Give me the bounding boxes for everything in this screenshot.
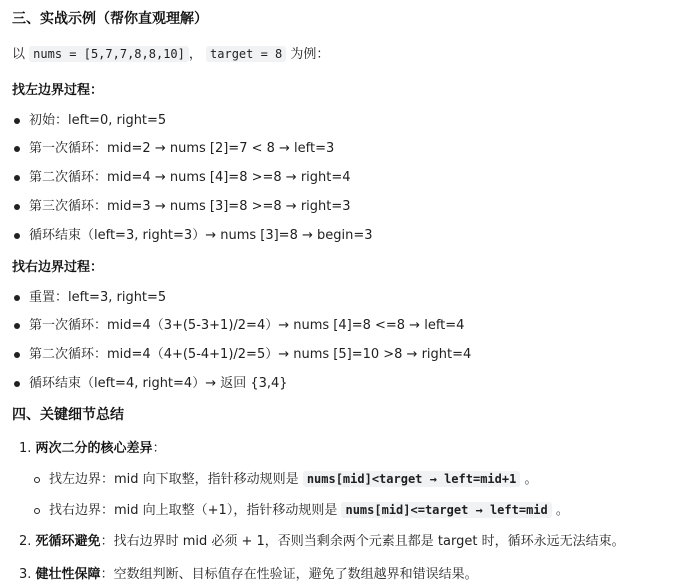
left-process-title: 找左边界过程： [12,83,104,98]
right-process-title: 找右边界过程： [12,260,104,275]
list-item: 第二次循环：mid=4（4+(5-4+1)/2=5）→ nums [5]=10 >8 → right=4 [14,343,471,362]
section3-heading: 三、实战示例（帮你直观理解） [12,11,208,27]
bullet-icon [14,233,20,239]
list-item: 第一次循环：mid=2 → nums [2]=7 < 8 → left=3 [14,137,334,156]
hollow-bullet-icon [34,508,40,514]
intro-line [12,43,329,62]
item3-title: 健壮性保障 [35,567,101,582]
bullet-icon [14,323,20,329]
intro-suffix: 为例： [290,47,330,62]
list-item: 第三次循环：mid=3 → nums [3]=8 >=8 → right=3 [14,195,351,214]
list-item: 循环结束（left=3, right=3）→ nums [3]=8 → begin=3 [14,224,373,243]
section4-heading: 四、关键细节总结 [12,407,124,423]
ordered-item-2: 2. 死循环避免：找右边界时 mid 必须 + 1，否则当剩余两个元素且都是 target 时，循环永远无法结束。 [19,534,625,549]
bullet-icon [14,352,20,358]
bullet-icon [14,146,20,152]
item1-title: 两次二分的核心差异 [35,441,153,456]
bullet-icon [14,204,20,210]
ordered-item-1: 1. 两次二分的核心差异： [19,441,166,456]
list-item: 第一次循环：mid=4（3+(5-3+1)/2=4）→ nums [4]=8 <=8 → left=4 [14,314,464,333]
list-item: 重置：left=3, right=5 [14,286,166,305]
rule-code: nums[mid]<target → left=mid+1 [303,471,521,487]
list-item: 循环结束（left=4, right=4）→ 返回 {3,4} [14,372,288,391]
intro-sep: ， [188,47,202,62]
list-item: 初始：left=0, right=5 [14,109,166,128]
sub-list-item: 找左边界：mid 向下取整，指针移动规则是 nums[mid]<target → left=mid+1 。 [34,468,537,487]
intro-code-target: target = 8 [206,46,286,62]
bullet-icon [14,175,20,181]
rule-code: nums[mid]<=target → left=mid [341,502,551,518]
sub-list-item: 找右边界：mid 向上取整（+1），指针移动规则是 nums[mid]<=target → left=mid 。 [34,499,569,518]
bullet-icon [14,295,20,301]
bullet-icon [14,118,20,124]
intro-prefix: 以 [12,47,26,62]
bullet-icon [14,381,20,387]
intro-code-nums: nums = [5,7,7,8,8,10] [29,46,189,62]
hollow-bullet-icon [34,477,40,483]
item2-title: 死循环避免 [35,534,101,549]
ordered-item-3: 3. 健壮性保障：空数组判断、目标值存在性验证，避免了数组越界和错误结果。 [19,567,478,582]
list-item: 第二次循环：mid=4 → nums [4]=8 >=8 → right=4 [14,166,351,185]
